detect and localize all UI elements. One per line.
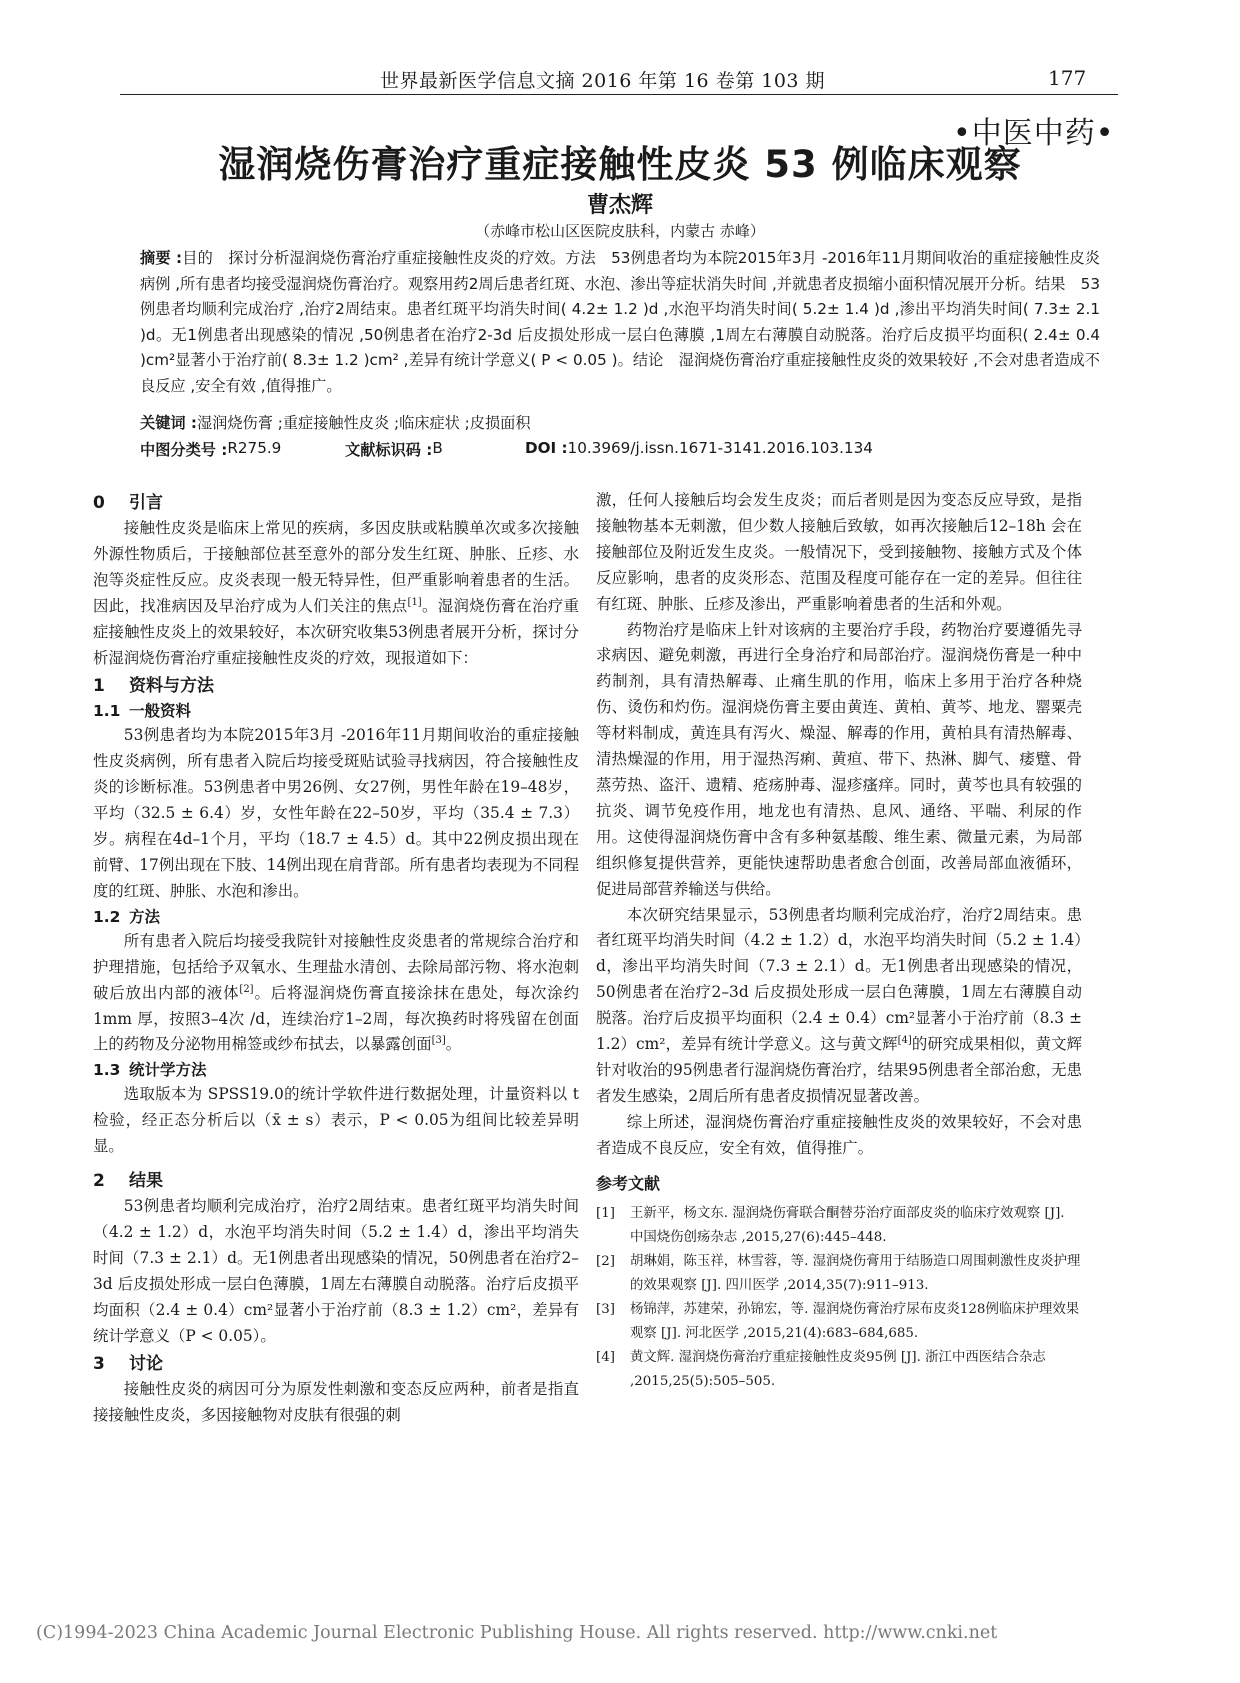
paragraph [596,903,1082,1110]
citation: [2] [239,983,254,995]
keywords-label: 关键词 : [140,414,197,432]
copyright-footer: (C)1994-2023 China Academic Journal Electronic Publishing House. All rights reserved. http://www.cnki.net [36,1623,998,1643]
section-number: 2 [93,1171,105,1192]
paragraph: 接触性皮炎的病因可分为原发性刺激和变态反应两种，前者是指直接接触性皮炎，多因接触物对皮肤有很强的刺 [93,1380,579,1425]
paragraph-text: 。湿润烧伤膏在治疗重症接触性皮炎上的效果较好，本次研究收集53例患者展开分析，探讨分析湿润烧伤膏治疗重症接触性皮炎的疗效，现报道如下： [93,596,579,667]
page-number: 177 [1048,66,1087,90]
paragraph [93,929,579,1059]
paragraph: 选取版本为 SPSS19.0的统计学软件进行数据处理，计量资料以 t 检验，经正态分析后以（x̄ ± s）表示，P < 0.05为组间比较差异明显。 [93,1085,579,1156]
reference-number: [1] [596,1205,615,1221]
reference-item [596,1346,1082,1394]
abstract-label: 摘要 : [140,249,183,267]
subsection-title: 统计学方法 [129,1061,207,1080]
paragraph-text: 的研究成果相似，黄文辉针对收治的95例患者行湿润烧伤膏治疗，结果95例患者全部治愈，无患者发生感染，2周后所有患者皮损情况显著改善。 [596,1035,1082,1105]
citation: [3] [431,1035,446,1047]
section-title: 资料与方法 [129,676,214,697]
reference-text: 王新平，杨文东. 湿润烧伤膏联合酮替芬治疗面部皮炎的临床疗效观察 [J]. 中国烧伤创疡杂志 ,2015,27(6):445–448. [630,1205,1065,1245]
doc-code-label: 文献标识码 : [345,441,433,459]
section-heading-methods [93,673,579,699]
subsection-title: 方法 [129,907,161,926]
keywords [140,412,1100,433]
left-column [93,488,579,1429]
doc-code-value: B [432,439,443,457]
reference-text: 黄文辉. 湿润烧伤膏治疗重症接触性皮炎95例 [J]. 浙江中西医结合杂志 ,2015,25(5):505–505. [630,1349,1046,1389]
paragraph-text: 所有患者入院后均接受我院针对接触性皮炎患者的常规综合治疗和护理措施，包括给予双氧水、生理盐水清创、去除局部污物、将水泡刺破后放出内部的液体 [93,931,579,1002]
reference-item [596,1250,1082,1298]
paragraph: 药物治疗是临床上针对该病的主要治疗手段，药物治疗要遵循先寻求病因、避免刺激，再进行全身治疗和局部治疗。湿润烧伤膏是一种中药制剂，具有清热解毒、止痛生肌的作用，临床上多用于治疗各种烧伤、烫伤和灼伤。湿润烧伤膏主要由黄连、黄柏、黄芩、地龙、罂粟壳等材料制成，黄连具有泻火、燥湿、解毒的作用，黄柏具有清热解毒、清热燥湿的作用，用于湿热泻痢、黄疸、带下、热淋、脚气、痿躄、骨蒸劳热、盗汗、遗精、疮疡肿毒、湿疹瘙痒。同时，黄芩也具有较强的抗炎、调节免疫作用，地龙也有清热、息风、通络、平喘、利尿的作用。这使得湿润烧伤膏中含有多种氨基酸、维生素、微量元素，为局部组织修复提供营养，更能快速帮助患者愈合创面，改善局部血液循环，促进局部营养输送与供给。 [596,620,1082,898]
subsection-number: 1.1 [93,702,121,721]
clc-value: R275.9 [227,439,282,457]
header-rule [120,94,1118,95]
paragraph [93,516,579,671]
reference-number: [4] [596,1349,615,1365]
section-title: 结果 [129,1171,163,1192]
subsection-heading-method [93,905,579,929]
section-number: 3 [93,1354,105,1375]
section-title: 引言 [129,493,163,513]
abstract-text: 目的 探讨分析湿润烧伤膏治疗重症接触性皮炎的疗效。方法 53例患者均为本院2015年3月 -2016年11月期间收治的重症接触性皮炎病例 ,所有患者均接受湿润烧伤膏治疗。观察用药2周后患者红斑、水泡、渗出等症状消失时间 ,并就患者皮损缩小面积情况展开分析。结果 53例患者均顺利完成治疗 ,治疗2周结束。患者红斑平均消失时间( 4.2± 1.2 )d ,水泡平均消失时间( 5.2± 1.4 )d ,渗出平均消失时间( 7.3± 2.1 )d。无1例患者出现感染的情况 ,50例患者在治疗2-3d 后皮损处形成一层白色薄膜 ,1周左右薄膜自动脱落。治疗后皮损平均面积( 2.4± 0.4 )cm²显著小于治疗前( 8.3± 1.2 )cm² ,差异有统计学意义( P < 0.05 )。结论 湿润烧伤膏治疗重症接触性皮炎的效果较好 ,不会对患者造成不良反应 ,安全有效 ,值得推广。 [140,249,1100,395]
citation: [1] [407,596,422,608]
reference-number: [3] [596,1301,615,1317]
paragraph: 53例患者均为本院2015年3月 -2016年11月期间收治的重症接触性皮炎病例，所有患者入院后均接受斑贴试验寻找病因，符合接触性皮炎的诊断标准。53例患者中男26例、女27例，男性年龄在19–48岁，平均（32.5 ± 6.4）岁，女性年龄在22–50岁，平均（35.4 ± 7.3）岁。病程在4d–1个月，平均（18.7 ± 4.5）d。其中22例皮损出现在前臂、17例出现在下肢、14例出现在肩背部。所有患者均表现为不同程度的红斑、肿胀、水泡和渗出。 [93,726,579,900]
doi-value: 10.3969/j.issn.1671-3141.2016.103.134 [567,439,873,457]
reference-item [596,1202,1082,1250]
column-tag: •中医中药• [953,116,1115,151]
section-number: 1 [93,676,105,697]
section-title: 讨论 [129,1354,163,1375]
section-heading-intro [93,490,579,516]
keywords-text: 湿润烧伤膏 ;重症接触性皮炎 ;临床症状 ;皮损面积 [196,414,531,432]
abstract [140,246,1100,399]
reference-list [596,1202,1082,1394]
reference-number: [2] [596,1253,615,1269]
citation: [4] [897,1034,912,1046]
reference-text: 杨锦萍，苏建荣，孙锦宏，等. 湿润烧伤膏治疗尿布皮炎128例临床护理效果观察 [J]. 河北医学 ,2015,21(4):683–684,685. [630,1301,1080,1341]
subsection-heading-general [93,699,579,723]
right-column [596,488,1082,1394]
subsection-number: 1.3 [93,1061,121,1080]
reference-text: 胡琳娟，陈玉祥，林雪蓉，等. 湿润烧伤膏用于结肠造口周围刺激性皮炎护理的效果观察 [J]. 四川医学 ,2014,35(7):911–913. [630,1253,1081,1293]
paragraph-continued: 激，任何人接触后均会发生皮炎；而后者则是因为变态反应导致，是指接触物基本无刺激，但少数人接触后致敏，如再次接触后12–18h 会在接触部位及附近发生皮炎。一般情况下，受到接触物、接触方式及个体反应影响，患者的皮炎形态、范围及程度可能存在一定的差异。但往往有红斑、肿胀、丘疹及渗出，严重影响着患者的生活和外观。 [596,491,1082,613]
paragraph-text: 。 [445,1035,462,1054]
paragraph: 53例患者均顺利完成治疗，治疗2周结束。患者红斑平均消失时间（4.2 ± 1.2）d，水泡平均消失时间（5.2 ± 1.4）d，渗出平均消失时间（7.3 ± 2.1）d。无1例患者出现感染的情况，50例患者在治疗2–3d 后皮损处形成一层白色薄膜，1周左右薄膜自动脱落。治疗后皮损平均面积（2.4 ± 0.4）cm²显著小于治疗前（8.3 ± 1.2）cm²，差异有统计学意义（P < 0.05）。 [93,1197,579,1345]
classification-line [140,439,1120,463]
running-head: 世界最新医学信息文摘 2016 年第 16 卷第 103 期 [380,70,826,92]
reference-item [596,1298,1082,1346]
references-heading: 参考文献 [596,1173,661,1193]
doi-label: DOI : [525,439,568,457]
section-number: 0 [93,493,105,513]
subsection-number: 1.2 [93,907,121,926]
section-heading-discussion [93,1351,579,1377]
section-heading-results [93,1168,579,1194]
paragraph-text: 本次研究结果显示，53例患者均顺利完成治疗，治疗2周结束。患者红斑平均消失时间（4.2 ± 1.2）d，水泡平均消失时间（5.2 ± 1.4）d，渗出平均消失时间（7.3 ± 2.1）d。无1例患者出现感染的情况，50例患者在治疗2–3d 后皮损处形成一层白色薄膜，1周左右薄膜自动脱落。治疗后皮损平均面积（2.4 ± 0.4）cm²显著小于治疗前（8.3 ± 1.2）cm²，差异有统计学意义。这与黄文辉 [596,905,1082,1054]
paragraph-text: 。后将湿润烧伤膏直接涂抹在患处，每次涂约1mm 厚，按照3–4次 /d，连续治疗1–2周，每次换药时将残留在创面上的药物及分泌物用棉签或纱布拭去，以暴露创面 [93,983,579,1054]
paragraph-text: 接触性皮炎是临床上常见的疾病，多因皮肤或粘膜单次或多次接触外源性物质后，于接触部位甚至意外的部分发生红斑、肿胀、丘疹、水泡等炎症性反应。皮炎表现一般无特异性，但严重影响着患者的生活。因此，找准病因及早治疗成为人们关注的焦点 [93,519,579,615]
author-name: 曹杰辉 [586,193,653,218]
subsection-heading-statistics [93,1058,579,1082]
author-affiliation: （赤峰市松山区医院皮肤科，内蒙古 赤峰） [475,222,765,240]
article-title: 湿润烧伤膏治疗重症接触性皮炎 53 例临床观察 [218,143,1022,186]
clc-label: 中图分类号 : [140,441,228,459]
subsection-title: 一般资料 [129,702,192,721]
paragraph: 综上所述，湿润烧伤膏治疗重症接触性皮炎的效果较好，不会对患者造成不良反应，安全有效，值得推广。 [596,1112,1082,1157]
